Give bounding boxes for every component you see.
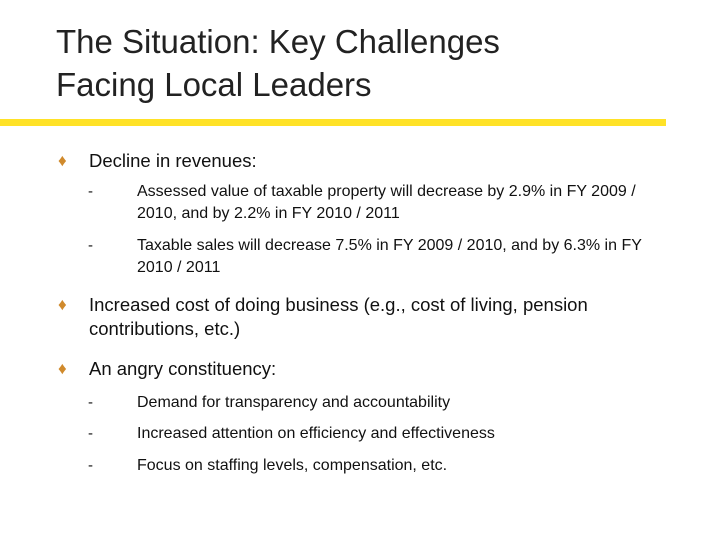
- bullet-text: Increased cost of doing business (e.g., cost of living, pension contributions, etc.): [89, 294, 588, 339]
- diamond-bullet-icon: ♦: [58, 359, 67, 378]
- dash-bullet-icon: -: [88, 425, 93, 442]
- bullet-text: An angry constituency:: [89, 358, 277, 379]
- dash-bullet-icon: -: [88, 394, 93, 411]
- title-underline-rule: [0, 119, 666, 126]
- dash-bullet-icon: -: [88, 457, 93, 474]
- sub-bullet-text: Demand for transparency and accountability: [137, 394, 451, 411]
- slide-title: The Situation: Key Challenges Facing Local Leaders: [56, 23, 500, 103]
- dash-bullet-icon: -: [88, 183, 93, 200]
- sub-bullet-text: Focus on staffing levels, compensation, etc.: [137, 457, 448, 474]
- dash-bullet-icon: -: [88, 237, 93, 254]
- sub-bullet-text: Taxable sales will decrease 7.5% in FY 2009 / 2010, and by 6.3% in FY 2010 / 2011: [137, 237, 642, 276]
- diamond-bullet-icon: ♦: [58, 151, 67, 170]
- diamond-bullet-icon: ♦: [58, 295, 67, 314]
- sub-bullet-text: Assessed value of taxable property will decrease by 2.9% in FY 2009 / 2010, and by 2.2% in FY 2010 / 2011: [137, 183, 636, 222]
- sub-bullet-text: Increased attention on efficiency and effectiveness: [137, 425, 495, 442]
- bullet-text: Decline in revenues:: [89, 150, 257, 171]
